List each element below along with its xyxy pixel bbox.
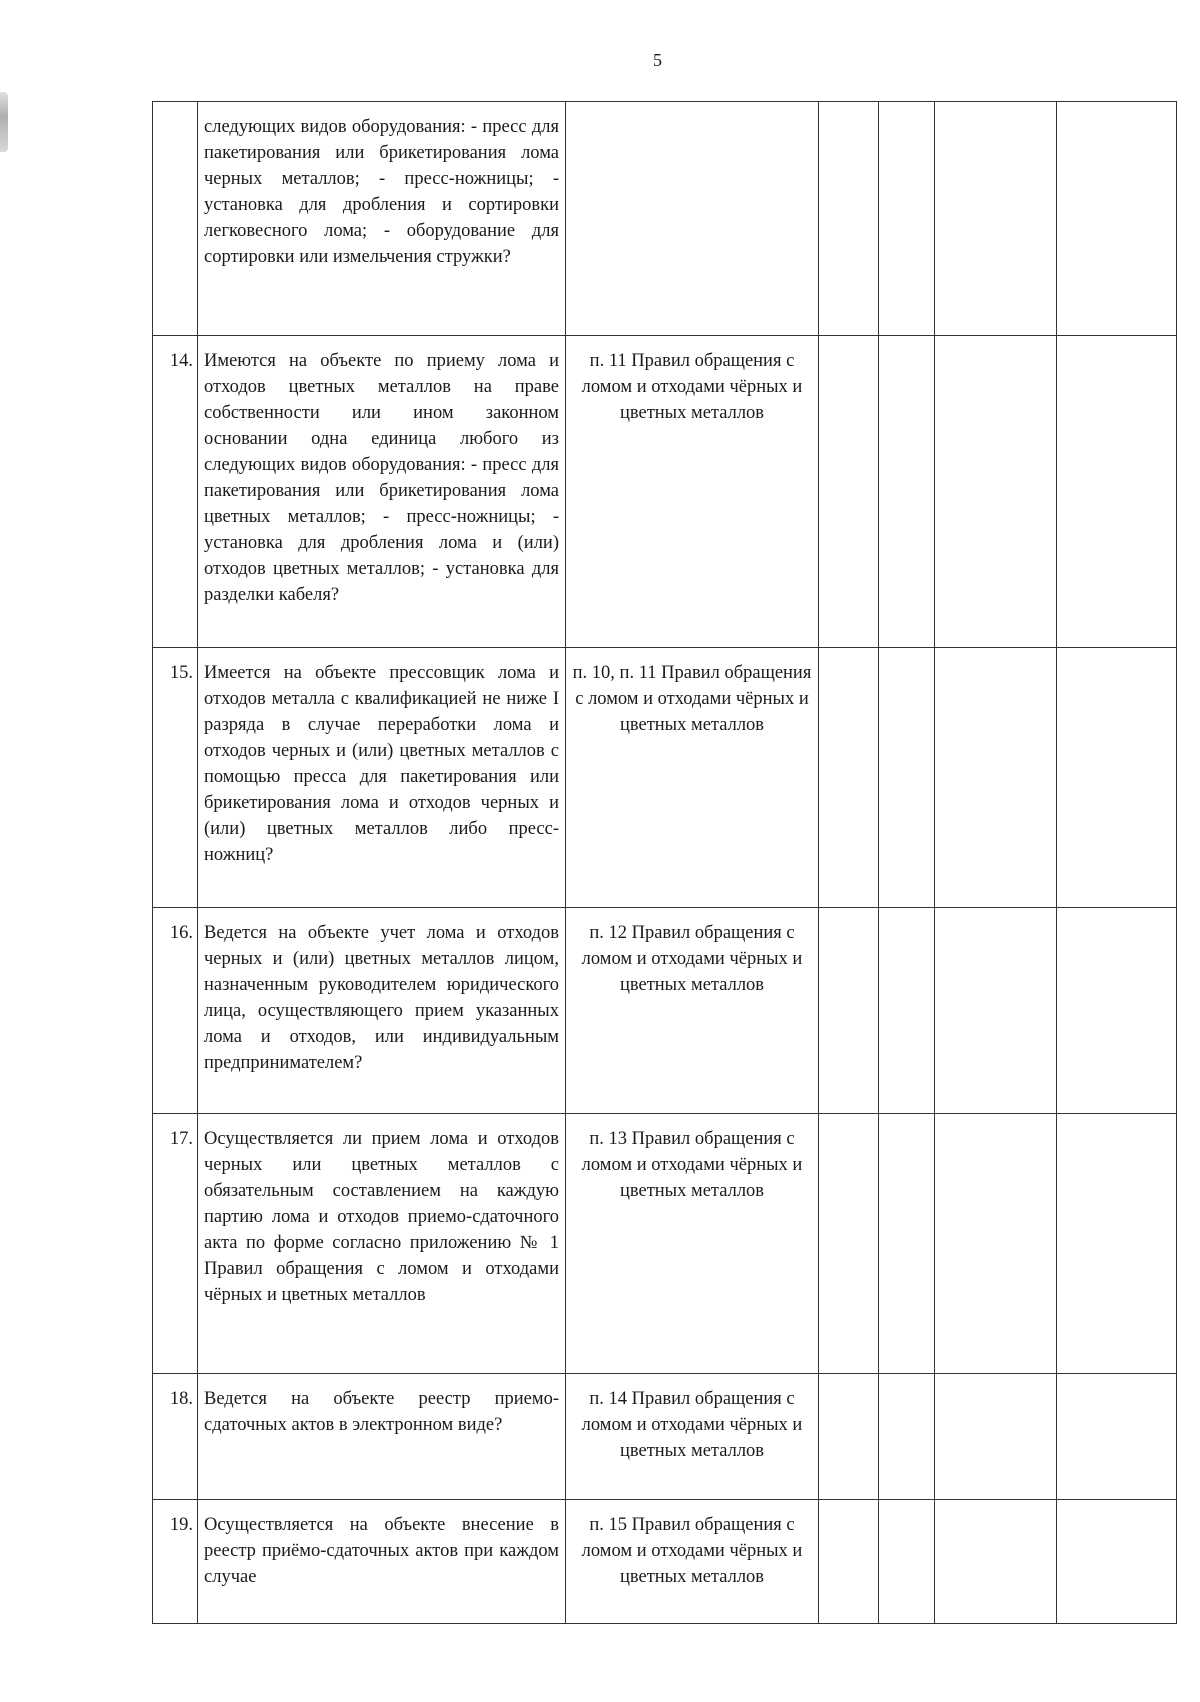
row-number: 15.: [153, 648, 198, 908]
question-cell: следующих видов оборудования: - пресс для пакетирования или брикетирования лома черных металлов; - пресс-ножницы; - установка для дробления и сортировки легковесного лома; - оборудование для сортировки или измельчения стружки?: [198, 102, 566, 336]
answer-cell-no: [879, 648, 935, 908]
reference-cell: [566, 102, 819, 336]
answer-cell-yes: [819, 908, 879, 1114]
answer-cell-na: [935, 908, 1057, 1114]
reference-cell: п. 14 Правил обращения с ломом и отходами чёрных и цветных металлов: [566, 1374, 819, 1500]
table-row: [153, 102, 1177, 336]
notes-cell: [1057, 648, 1177, 908]
table-row: [153, 1374, 1177, 1500]
question-cell: Осуществляется на объекте внесение в реестр приёмо-сдаточных актов при каждом случае: [198, 1500, 566, 1624]
notes-cell: [1057, 1114, 1177, 1374]
answer-cell-na: [935, 1500, 1057, 1624]
reference-cell: п. 11 Правил обращения с ломом и отходами чёрных и цветных металлов: [566, 336, 819, 648]
answer-cell-no: [879, 1114, 935, 1374]
answer-cell-na: [935, 648, 1057, 908]
question-cell: Осуществляется ли прием лома и отходов черных или цветных металлов с обязательным составлением на каждую партию лома и отходов приемо-сдаточного акта по форме согласно приложению № 1 Правил обращения с ломом и отходами чёрных и цветных металлов: [198, 1114, 566, 1374]
question-cell: Имеется на объекте прессовщик лома и отходов металла с квалификацией не ниже I разряда в случае переработки лома и отходов черных и (или) цветных металлов с помощью пресса для пакетирования или брикетирования лома и отходов черных и (или) цветных металлов либо пресс-ножниц?: [198, 648, 566, 908]
row-number: 17.: [153, 1114, 198, 1374]
table-row: [153, 648, 1177, 908]
reference-cell: п. 15 Правил обращения с ломом и отходами чёрных и цветных металлов: [566, 1500, 819, 1624]
answer-cell-yes: [819, 648, 879, 908]
answer-cell-no: [879, 102, 935, 336]
reference-cell: п. 13 Правил обращения с ломом и отходами чёрных и цветных металлов: [566, 1114, 819, 1374]
row-number: 18.: [153, 1374, 198, 1500]
answer-cell-na: [935, 336, 1057, 648]
answer-cell-yes: [819, 1500, 879, 1624]
table-row: [153, 336, 1177, 648]
answer-cell-na: [935, 102, 1057, 336]
row-number: 19.: [153, 1500, 198, 1624]
row-number: 16.: [153, 908, 198, 1114]
answer-cell-yes: [819, 102, 879, 336]
notes-cell: [1057, 1500, 1177, 1624]
notes-cell: [1057, 908, 1177, 1114]
notes-cell: [1057, 336, 1177, 648]
notes-cell: [1057, 1374, 1177, 1500]
answer-cell-yes: [819, 1114, 879, 1374]
table-row: [153, 908, 1177, 1114]
row-number: [153, 102, 198, 336]
table-row: [153, 1114, 1177, 1374]
checklist-table: [152, 101, 1177, 1624]
reference-cell: п. 12 Правил обращения с ломом и отходами чёрных и цветных металлов: [566, 908, 819, 1114]
question-cell: Имеются на объекте по приему лома и отходов цветных металлов на праве собственности или ином законном основании одна единица любого из следующих видов оборудования: - пресс для пакетирования или брикетирования лома цветных металлов; - пресс-ножницы; - установка для дробления лома и (или) отходов цветных металлов; - установка для разделки кабеля?: [198, 336, 566, 648]
page-number: 5: [653, 50, 662, 70]
question-cell: Ведется на объекте реестр приемо-сдаточных актов в электронном виде?: [198, 1374, 566, 1500]
table-row: [153, 1500, 1177, 1624]
notes-cell: [1057, 102, 1177, 336]
scan-artifact: [0, 92, 8, 152]
answer-cell-no: [879, 336, 935, 648]
reference-cell: п. 10, п. 11 Правил обращения с ломом и отходами чёрных и цветных металлов: [566, 648, 819, 908]
answer-cell-yes: [819, 1374, 879, 1500]
answer-cell-yes: [819, 336, 879, 648]
row-number: 14.: [153, 336, 198, 648]
answer-cell-no: [879, 1500, 935, 1624]
question-cell: Ведется на объекте учет лома и отходов черных и (или) цветных металлов лицом, назначенным руководителем юридического лица, осуществляющего прием указанных лома и отходов, или индивидуальным предпринимателем?: [198, 908, 566, 1114]
answer-cell-na: [935, 1114, 1057, 1374]
answer-cell-no: [879, 908, 935, 1114]
answer-cell-no: [879, 1374, 935, 1500]
answer-cell-na: [935, 1374, 1057, 1500]
